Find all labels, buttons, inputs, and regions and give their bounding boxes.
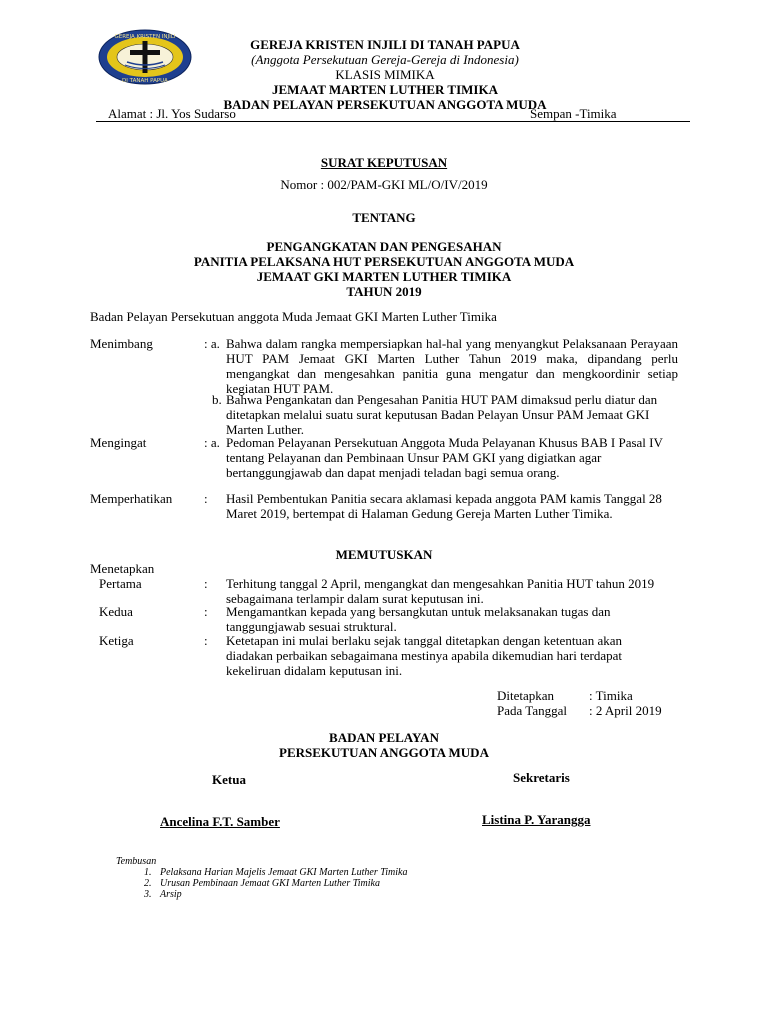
signature-org: [0, 730, 768, 760]
subject-line: TAHUN 2019: [346, 284, 422, 299]
signature-org-line: PERSEKUTUAN ANGGOTA MUDA: [279, 745, 489, 760]
decision-colon: :: [204, 604, 208, 619]
signature-org-line: BADAN PELAYAN: [329, 730, 439, 745]
doc-number: Nomor : 002/PAM-GKI ML/O/IV/2019: [280, 177, 488, 192]
doc-intro: Badan Pelayan Persekutuan anggota Muda Jemaat GKI Marten Luther Timika: [90, 309, 497, 324]
tembusan-list: [116, 867, 407, 900]
memperhatikan-label: Memperhatikan: [90, 491, 173, 506]
menimbang-a-marker: : a.: [204, 336, 220, 351]
decision-label: Pertama: [99, 576, 142, 591]
mengingat-label: Mengingat: [90, 435, 147, 450]
memperhatikan-text: Hasil Pembentukan Panitia secara aklamasi kepada anggota PAM kamis Tanggal 28 Maret 2019, bertempat di Halaman Gedung Gereja Marten Luther Timika.: [226, 491, 662, 521]
decision-label: Kedua: [99, 604, 133, 619]
tanggal-value: : 2 April 2019: [589, 703, 662, 718]
doc-subject: [0, 239, 768, 299]
menetapkan-label: Menetapkan: [90, 561, 155, 576]
subject-line: JEMAAT GKI MARTEN LUTHER TIMIKA: [256, 269, 512, 284]
menimbang-b-text: Bahwa Pengankatan dan Pengesahan Panitia HUT PAM dimaksud perlu diatur dan ditetapkan melalui suatu surat keputusan Badan Pelayan Unsur PAM Jemaat GKI Marten Luther.: [226, 392, 658, 437]
menimbang-label: Menimbang: [90, 336, 153, 351]
tembusan-item: 3. Arsip: [154, 889, 407, 900]
doc-title: SURAT KEPUTUSAN: [320, 155, 448, 170]
mengingat-a-text: Pedoman Pelayanan Persekutuan Anggota Muda Pelayanan Khusus BAB I Pasal IV tentang Pelayanan dan Pembinaan Unsur PAM GKI yang digiatkan agar bertanggungjawab dan dapat menjadi teladan bagi semua orang.: [226, 435, 663, 480]
mengingat-a-marker: : a.: [204, 435, 220, 450]
tanggal-label: Pada Tanggal: [497, 703, 567, 718]
ditetapkan-label: Ditetapkan: [497, 688, 555, 703]
decision-text: Mengamantkan kepada yang bersangkutan untuk melaksanakan tugas dan tanggungjawab sesuai struktural.: [226, 604, 611, 634]
church-affiliation: (Anggota Persekutuan Gereja-Gereja di Indonesia): [251, 52, 519, 67]
menimbang-a-text: Bahwa dalam rangka mempersiapkan hal-hal yang menyangkut Pelaksanaan Perayaan HUT PAM Jemaat GKI Marten Luther Tahun 2019 maka, dipandang perlu mengangkat dan mengesahkan panitia guna mengatur dan mengkoordinir setiap kegiatan HUT PAM.: [226, 336, 678, 396]
subject-line: PANITIA PELAKSANA HUT PERSEKUTUAN ANGGOTA MUDA: [193, 254, 575, 269]
klasis-name: KLASIS MIMIKA: [335, 67, 435, 82]
body-name: BADAN PELAYAN PERSEKUTUAN ANGGOTA MUDA: [223, 97, 547, 112]
memperhatikan-colon: :: [204, 491, 208, 506]
decision-colon: :: [204, 633, 208, 648]
letterhead: [200, 37, 570, 112]
decision-text: Terhitung tanggal 2 April, mengangkat dan mengesahkan Panitia HUT tahun 2019 sebagaimana terlampir dalam surat keputusan ini.: [226, 576, 655, 606]
memutuskan-title: MEMUTUSKAN: [335, 547, 433, 562]
jemaat-name: JEMAAT MARTEN LUTHER TIMIKA: [272, 82, 498, 97]
menimbang-b-marker: b.: [212, 392, 222, 407]
tembusan-title: Tembusan: [116, 856, 157, 867]
decision-label: Ketiga: [99, 633, 134, 648]
church-name: GEREJA KRISTEN INJILI DI TANAH PAPUA: [250, 37, 520, 52]
address-left: Alamat : Jl. Yos Sudarso: [108, 106, 236, 121]
ketua-title: Ketua: [212, 772, 246, 787]
ketua-name: Ancelina F.T. Samber: [160, 814, 280, 829]
header-divider: [96, 121, 690, 122]
decision-colon: :: [204, 576, 208, 591]
subject-line: PENGANGKATAN DAN PENGESAHAN: [266, 239, 502, 254]
address-right: Sempan -Timika: [530, 106, 617, 121]
church-logo: [97, 28, 193, 86]
logo-bottom-text: DI TANAH PAPUA: [122, 78, 168, 84]
doc-tentang: TENTANG: [352, 210, 416, 225]
tembusan-item: 1. Pelaksana Harian Majelis Jemaat GKI Marten Luther Timika: [154, 867, 407, 878]
ditetapkan-value: : Timika: [589, 688, 633, 703]
sekretaris-title: Sekretaris: [513, 770, 570, 785]
tembusan-item: 2. Urusan Pembinaan Jemaat GKI Marten Luther Timika: [154, 878, 407, 889]
sekretaris-name: Listina P. Yarangga: [482, 812, 591, 827]
decision-text: Ketetapan ini mulai berlaku sejak tanggal ditetapkan dengan ketentuan akan diadakan perbaikan sebagaimana mestinya apabila dikemudian hari terdapat kekeliruan didalam keputusan ini.: [226, 633, 622, 678]
logo-top-text: GEREJA KRISTEN INJILI: [114, 34, 176, 40]
tembusan: [116, 856, 407, 900]
